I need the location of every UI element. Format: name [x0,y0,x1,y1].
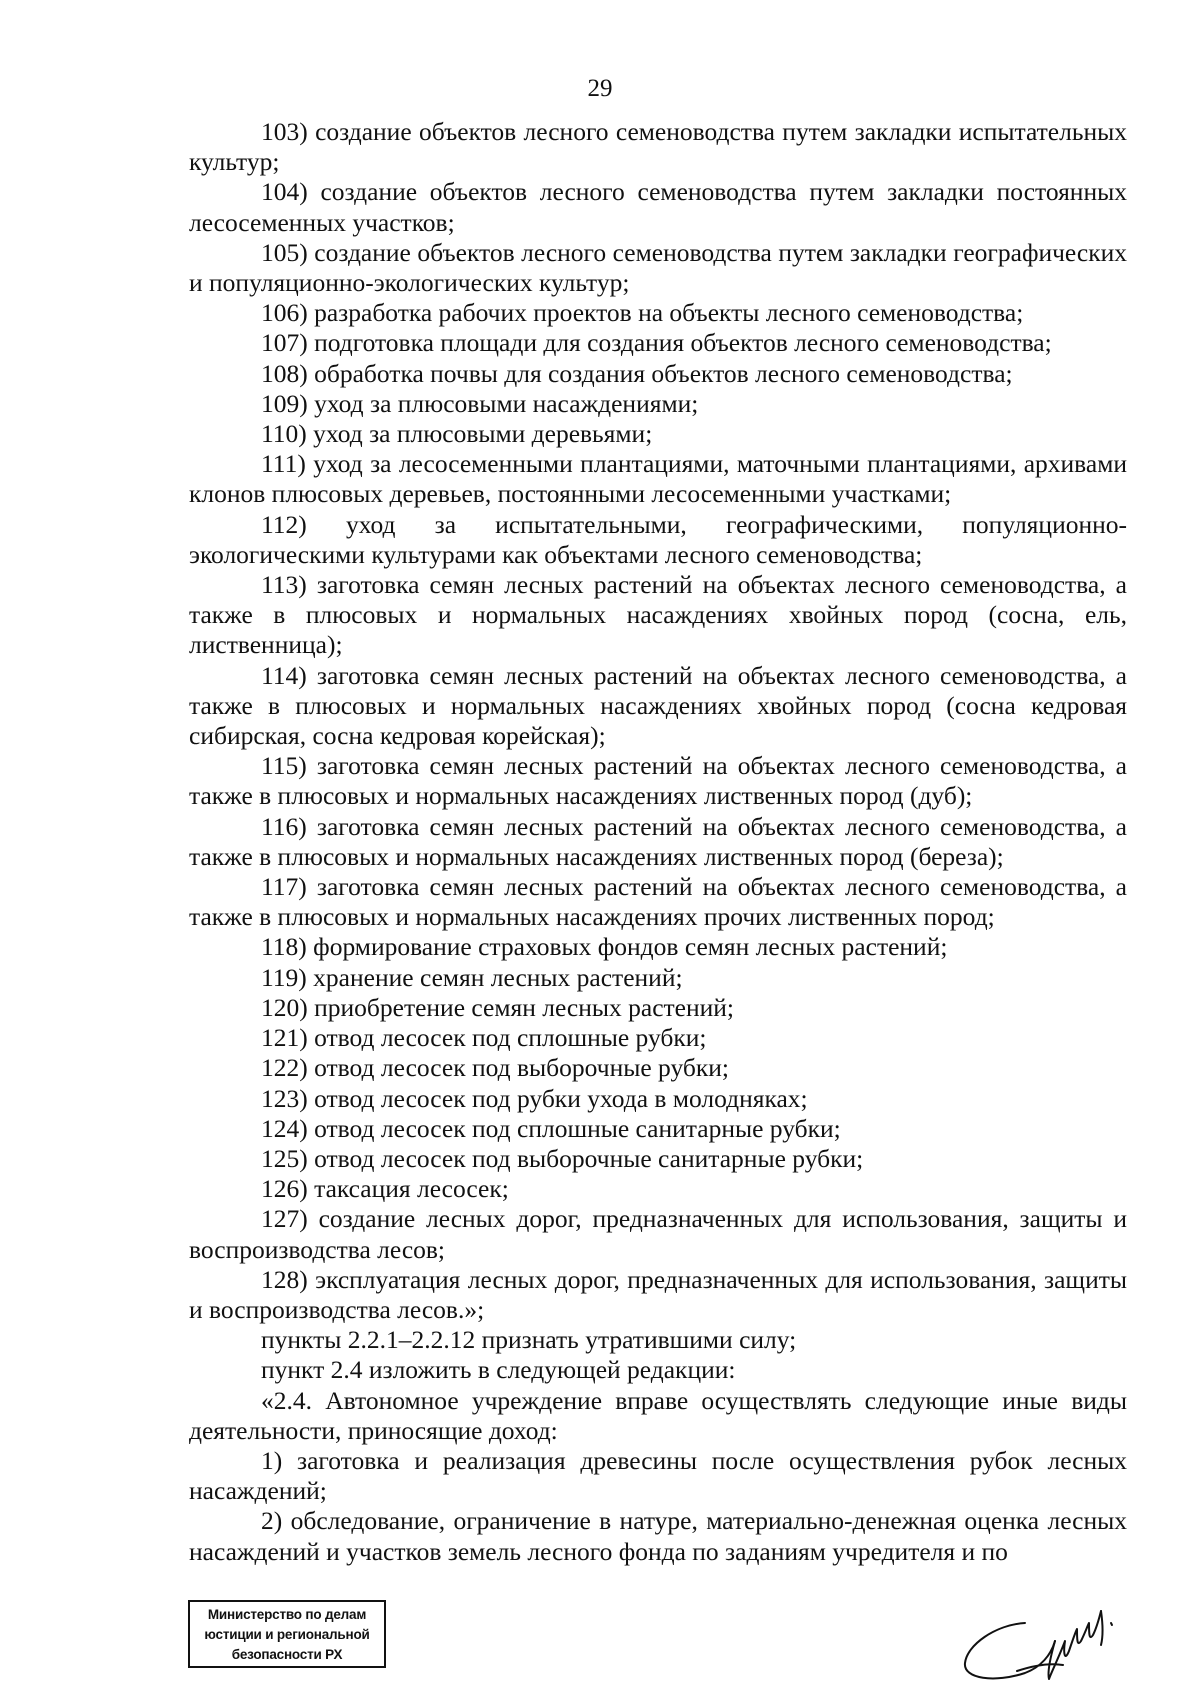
paragraph-128: 128) эксплуатация лесных дорог, предназначенных для использования, защиты и воспроизводства лесов.»; [189,1264,1127,1324]
paragraph-119: 119) хранение семян лесных растений; [261,962,683,992]
ministry-stamp [188,1600,386,1668]
paragraph-income-1: 1) заготовка и реализация древесины после осуществления рубок лесных насаждений; [189,1445,1127,1506]
document-body [189,117,1127,1567]
paragraph-103: 103) создание объектов лесного семеноводства путем закладки испытательных культур; [189,117,1127,177]
handwritten-signature [955,1575,1125,1685]
paragraph-109: 109) уход за плюсовыми насаждениями; [261,388,699,418]
paragraph-124: 124) отвод лесосек под сплошные санитарные рубки; [261,1113,841,1143]
paragraph-107: 107) подготовка площади для создания объектов лесного семеноводства; [261,328,1052,358]
paragraph-123: 123) отвод лесосек под рубки ухода в молодняках; [261,1083,808,1113]
paragraph-122: 122) отвод лесосек под выборочные рубки; [261,1053,729,1083]
paragraph-118: 118) формирование страховых фондов семян лесных растений; [261,932,948,962]
paragraph-116: 116) заготовка семян лесных растений на объектах лесного семеноводства, а также в плюсовых и нормальных насаждениях лиственных пород (береза); [189,811,1127,871]
paragraph-126: 126) таксация лесосек; [261,1174,509,1204]
paragraph-point-2-4-intro: пункт 2.4 изложить в следующей редакции: [261,1355,736,1385]
paragraph-106: 106) разработка рабочих проектов на объекты лесного семеноводства; [261,298,1024,328]
stamp-line-1: Министерство по делам [207,1607,367,1622]
paragraph-point-2-4: «2.4. Автономное учреждение вправе осуществлять следующие иные виды деятельности, приносящие доход: [189,1385,1127,1445]
paragraph-114: 114) заготовка семян лесных растений на объектах лесного семеноводства, а также в плюсовых и нормальных насаждениях хвойных пород (сосна кедровая сибирская, сосна кедровая корейская); [189,660,1127,751]
paragraph-125: 125) отвод лесосек под выборочные санитарные рубки; [261,1143,864,1173]
paragraph-120: 120) приобретение семян лесных растений; [261,992,735,1022]
paragraph-127: 127) создание лесных дорог, предназначенных для использования, защиты и воспроизводства лесов; [189,1204,1127,1264]
paragraph-repeal-points: пункты 2.2.1–2.2.12 признать утратившими силу; [261,1325,797,1355]
paragraph-115: 115) заготовка семян лесных растений на объектах лесного семеноводства, а также в плюсовых и нормальных насаждениях лиственных пород (дуб); [189,751,1127,811]
paragraph-121: 121) отвод лесосек под сплошные рубки; [261,1023,707,1053]
stamp-line-3: безопасности РХ [231,1647,343,1662]
paragraph-108: 108) обработка почвы для создания объектов лесного семеноводства; [261,358,1013,388]
paragraph-111: 111) уход за лесосеменными плантациями, маточными плантациями, архивами клонов плюсовых деревьев, постоянными лесосеменными участками; [189,449,1127,509]
stamp-line-2: юстиции и региональной [204,1627,370,1642]
paragraph-income-2: 2) обследование, ограничение в натуре, материально-денежная оценка лесных насаждений и участков земель лесного фонда по заданиям учредителя и по [189,1506,1127,1566]
paragraph-104: 104) создание объектов лесного семеноводства путем закладки постоянных лесосеменных участков; [189,177,1127,237]
paragraph-117: 117) заготовка семян лесных растений на объектах лесного семеноводства, а также в плюсовых и нормальных насаждениях прочих лиственных пород; [189,872,1127,932]
paragraph-113: 113) заготовка семян лесных растений на объектах лесного семеноводства, а также в плюсовых и нормальных насаждениях хвойных пород (сосна, ель, лиственница); [189,570,1127,660]
paragraph-112: 112) уход за испытательными, географическими, популяционно-экологическими культурами как объектами лесного семеноводства; [189,509,1127,569]
paragraph-105: 105) создание объектов лесного семеноводства путем закладки географических и популяционно-экологических культур; [189,237,1127,298]
paragraph-110: 110) уход за плюсовыми деревьями; [261,419,653,449]
page-number: 29 [587,75,613,102]
